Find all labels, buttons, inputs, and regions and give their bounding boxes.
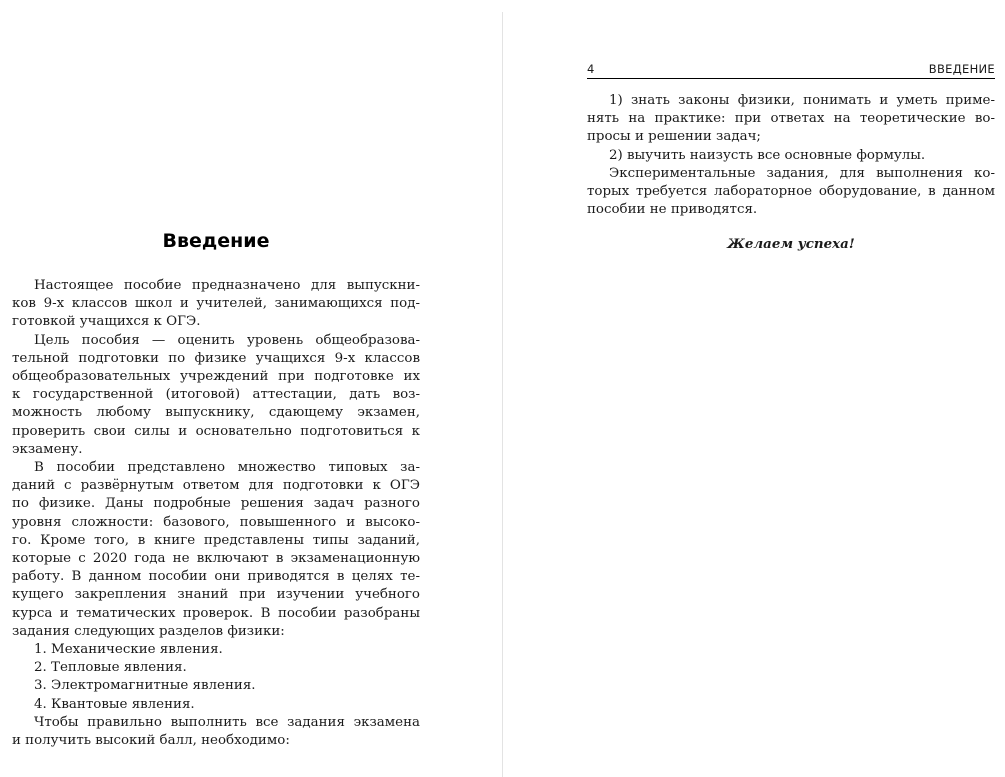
text-line: нять на практике: при ответах на теоретические во- [587,111,995,127]
right-body-text [587,92,995,219]
text-line: 1. Механические явления. [34,642,223,658]
text-line: Экспериментальные задания, для выполнения ко- [609,165,995,181]
section-title: Введение [162,230,270,252]
running-header [587,61,995,79]
text-line: просы и решении задач; [587,129,761,145]
text-line: пособии не приводятся. [587,202,758,218]
text-line: и получить высокий балл, необходимо: [12,733,290,749]
text-line: которые с 2020 года не включают в экзаменационную [12,551,420,567]
text-line: можность любому выпускнику, сдающему экзамен, [12,405,420,421]
spread-gutter [502,12,503,777]
text-line: 2. Тепловые явления. [34,660,187,676]
left-body-text [12,277,420,750]
text-line: общеобразовательных учреждений при подготовке их [12,369,420,385]
text-line: к государственной (итоговой) аттестации, дать воз- [12,387,420,403]
text-line: Чтобы правильно выполнить все задания экзамена [34,714,420,730]
text-line: проверить свои силы и основательно подготовиться к [12,423,420,439]
text-line: экзамену. [12,441,83,457]
text-line: тельной подготовки по физике учащихся 9-х классов [12,350,420,366]
right-page [587,0,995,777]
running-title: ВВЕДЕНИЕ [928,62,995,76]
left-page [12,0,420,777]
text-line: даний с развёрнутым ответом для подготовки к ОГЭ [12,478,420,494]
text-line: В пособии представлено множество типовых за- [34,460,420,476]
text-line: торых требуется лабораторное оборудование, в данном [587,184,995,200]
text-line: ков 9-х классов школ и учителей, занимающихся под- [12,296,420,312]
closing-wish: Желаем успеха! [727,236,855,252]
text-line: Цель пособия — оценить уровень общеобразова- [34,332,420,348]
text-line: 4. Квантовые явления. [34,696,195,712]
text-line: 3. Электромагнитные явления. [34,678,256,694]
text-line: 2) выучить наизусть все основные формулы. [609,147,926,163]
text-line: 1) знать законы физики, понимать и уметь приме- [609,93,995,108]
text-line: готовкой учащихся к ОГЭ. [12,314,201,330]
text-line: кущего закрепления знаний при изучении учебного [12,587,420,603]
text-line: уровня сложности: базового, повышенного и высоко- [12,514,420,530]
page-number: 4 [587,62,595,76]
text-line: курса и тематических проверок. В пособии разобраны [12,605,420,621]
text-line: Настоящее пособие предназначено для выпускни- [34,278,420,293]
text-line: задания следующих разделов физики: [12,623,285,639]
text-line: го. Кроме того, в книге представлены типы заданий, [12,532,420,548]
text-line: по физике. Даны подробные решения задач разного [12,496,420,512]
text-line: работу. В данном пособии они приводятся в целях те- [12,569,420,585]
